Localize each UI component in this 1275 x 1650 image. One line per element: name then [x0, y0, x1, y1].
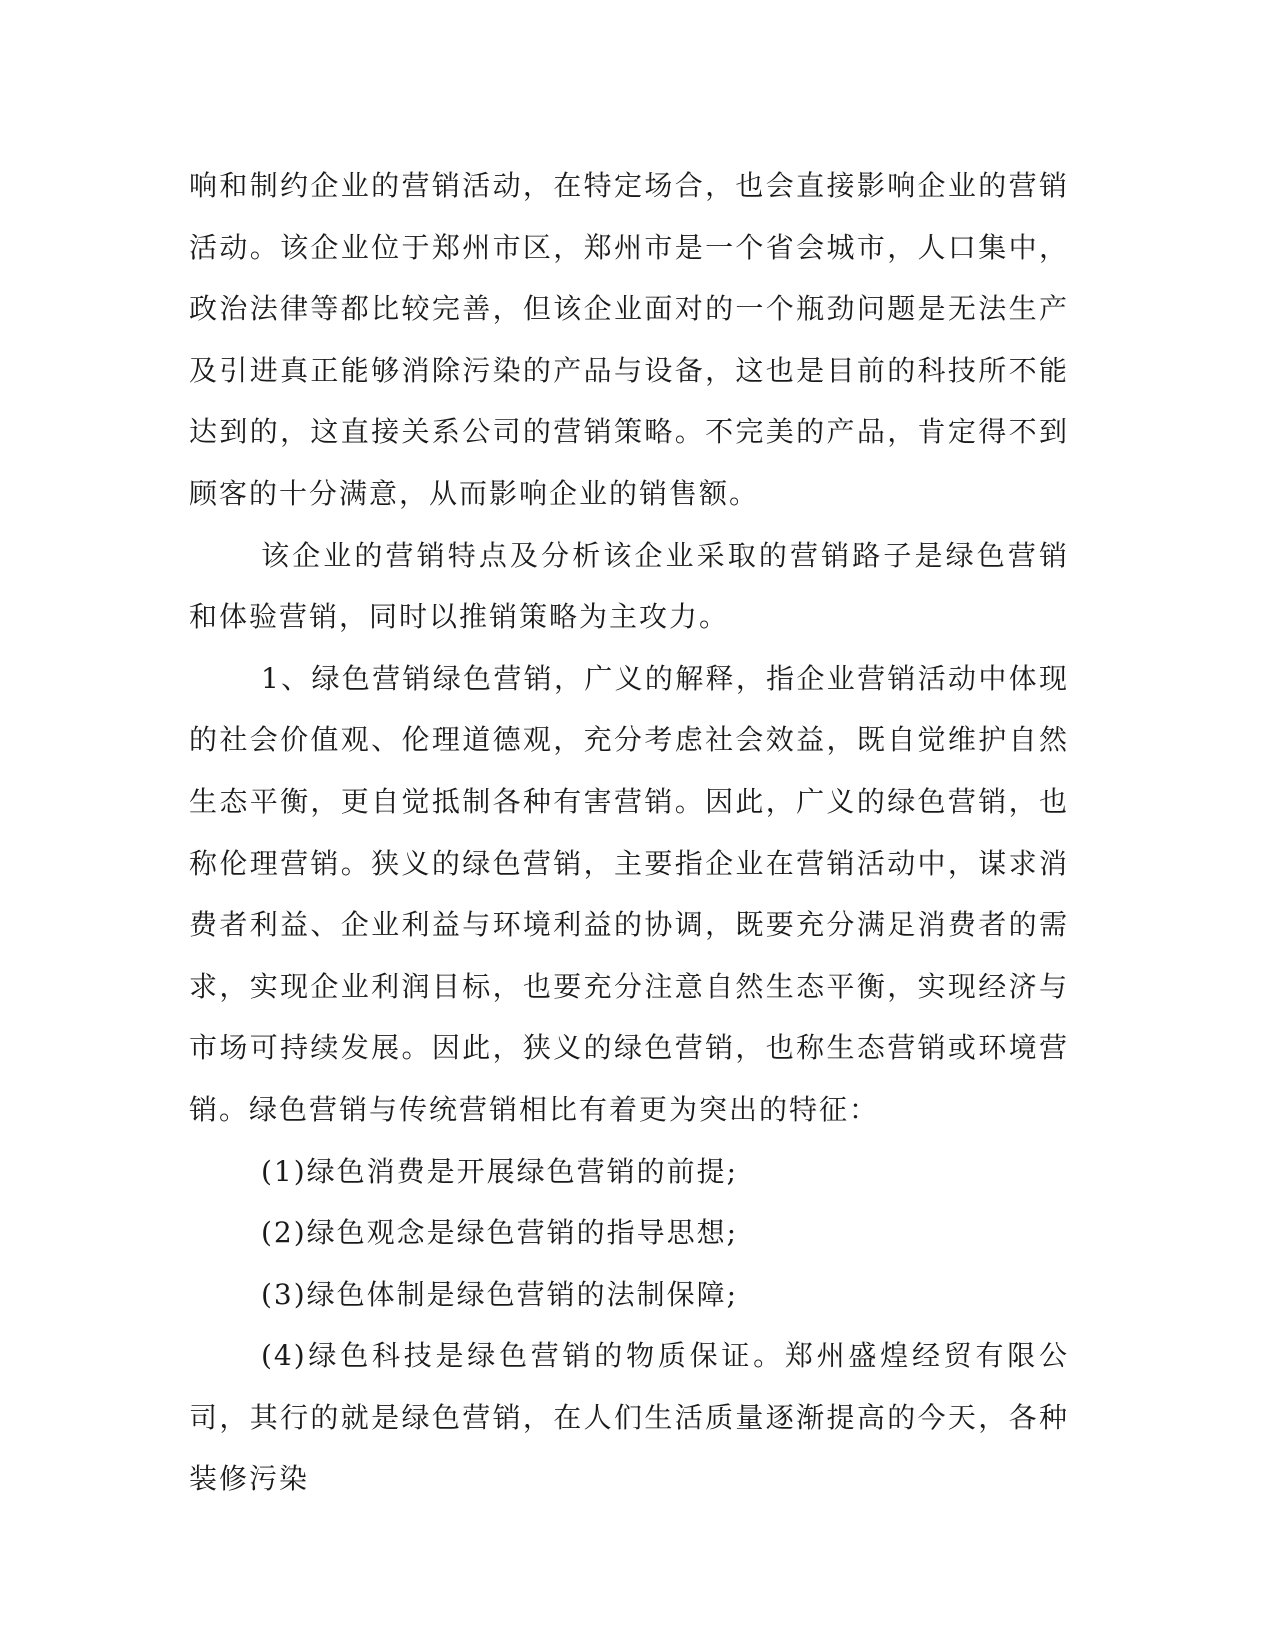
paragraph-marketing-features: 该企业的营销特点及分析该企业采取的营销路子是绿色营销和体验营销，同时以推销策略为主攻力。	[189, 538, 1069, 634]
paragraph-continuation: 响和制约企业的营销活动，在特定场合，也会直接影响企业的营销活动。该企业位于郑州市区，郑州市是一个省会城市，人口集中，政治法律等都比较完善，但该企业面对的一个瓶劲问题是无法生产及引进真正能够消除污染的产品与设备，这也是目前的科技所不能达到的，这直接关系公司的营销策略。不完美的产品，肯定得不到顾客的十分满意，从而影响企业的销售额。	[189, 169, 1069, 510]
list-item-green-concept: (2)绿色观念是绿色营销的指导思想;	[261, 1216, 739, 1250]
document-page	[189, 155, 1069, 1575]
list-item-green-system: (3)绿色体制是绿色营销的法制保障;	[261, 1277, 739, 1311]
list-item-green-technology: (4)绿色科技是绿色营销的物质保证。郑州盛煌经贸有限公司，其行的就是绿色营销，在人们生活质量逐渐提高的今天，各种装修污染	[189, 1339, 1069, 1496]
list-item-green-consumption: (1)绿色消费是开展绿色营销的前提;	[261, 1154, 739, 1188]
paragraph-green-marketing: 1、绿色营销绿色营销，广义的解释，指企业营销活动中体现的社会价值观、伦理道德观，充分考虑社会效益，既自觉维护自然生态平衡，更自觉抵制各种有害营销。因此，广义的绿色营销，也称伦理营销。狭义的绿色营销，主要指企业在营销活动中，谋求消费者利益、企业利益与环境利益的协调，既要充分满足消费者的需求，实现企业利润目标，也要充分注意自然生态平衡，实现经济与市场可持续发展。因此，狭义的绿色营销，也称生态营销或环境营销。绿色营销与传统营销相比有着更为突出的特征：	[189, 661, 1069, 1126]
